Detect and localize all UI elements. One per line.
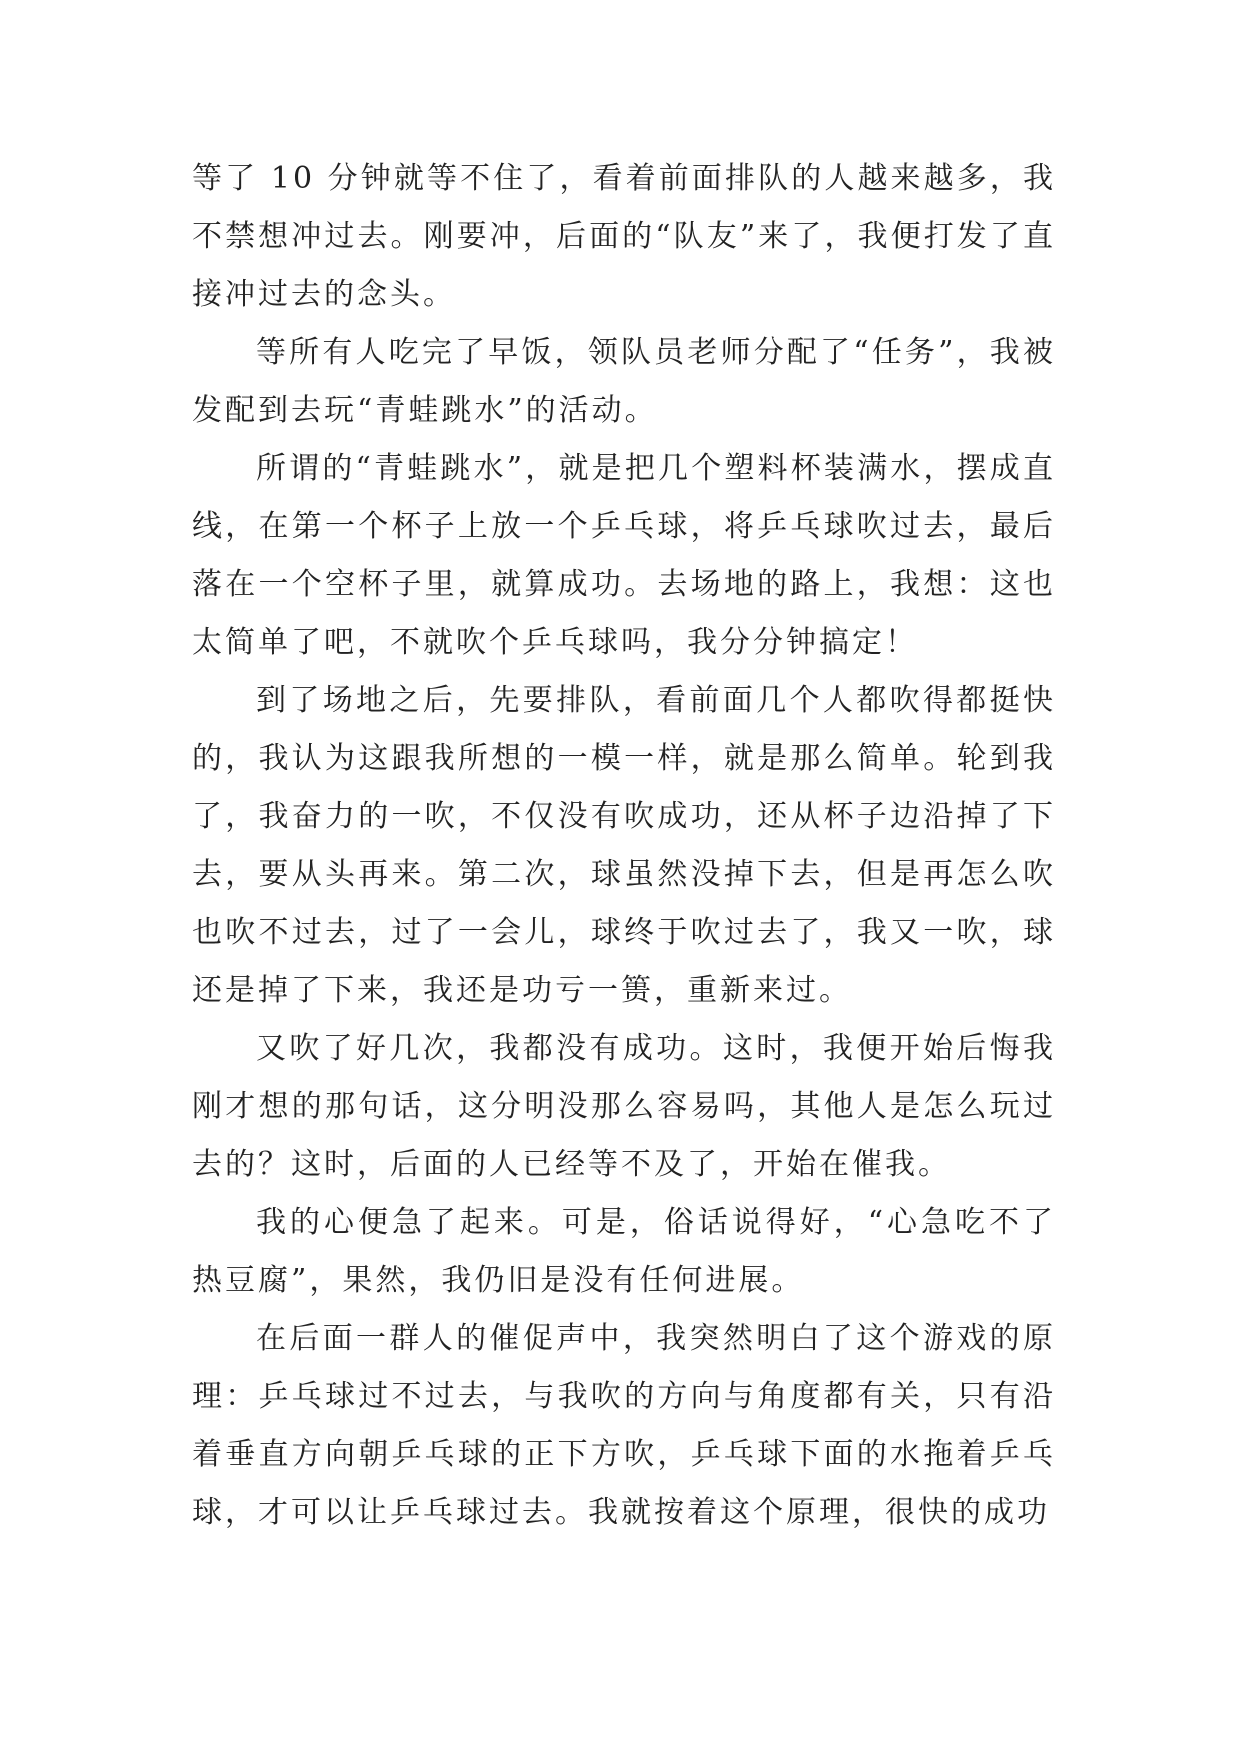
- document-body: [192, 150, 1056, 1542]
- paragraph-3: 所谓的“青蛙跳水”，就是把几个塑料杯装满水，摆成直线，在第一个杯子上放一个乒乓球，将乒乓球吹过去，最后落在一个空杯子里，就算成功。去场地的路上，我想：这也太简单了吧，不就吹个乒乓球吗，我分分钟搞定！: [192, 451, 1056, 660]
- paragraph-6: 我的心便急了起来。可是，俗话说得好，“心急吃不了热豆腐”，果然，我仍旧是没有任何进展。: [192, 1205, 1056, 1298]
- paragraph-7: 在后面一群人的催促声中，我突然明白了这个游戏的原理：乒乓球过不过去，与我吹的方向与角度都有关，只有沿着垂直方向朝乒乓球的正下方吹，乒乓球下面的水拖着乒乓球，才可以让乒乓球过去。我就按着这个原理，很快的成功: [192, 1321, 1056, 1530]
- paragraph-4: 到了场地之后，先要排队，看前面几个人都吹得都挺快的，我认为这跟我所想的一模一样，就是那么简单。轮到我了，我奋力的一吹，不仅没有吹成功，还从杯子边沿掉了下去，要从头再来。第二次，球虽然没掉下去，但是再怎么吹也吹不过去，过了一会儿，球终于吹过去了，我又一吹，球还是掉了下来，我还是功亏一篑，重新来过。: [192, 683, 1056, 1008]
- paragraph-1: 等了 10 分钟就等不住了，看着前面排队的人越来越多，我不禁想冲过去。刚要冲，后面的“队友”来了，我便打发了直接冲过去的念头。: [192, 161, 1056, 312]
- paragraph-5: 又吹了好几次，我都没有成功。这时，我便开始后悔我刚才想的那句话，这分明没那么容易吗，其他人是怎么玩过去的？这时，后面的人已经等不及了，开始在催我。: [192, 1031, 1056, 1182]
- paragraph-2: 等所有人吃完了早饭，领队员老师分配了“任务”，我被发配到去玩“青蛙跳水”的活动。: [192, 335, 1056, 428]
